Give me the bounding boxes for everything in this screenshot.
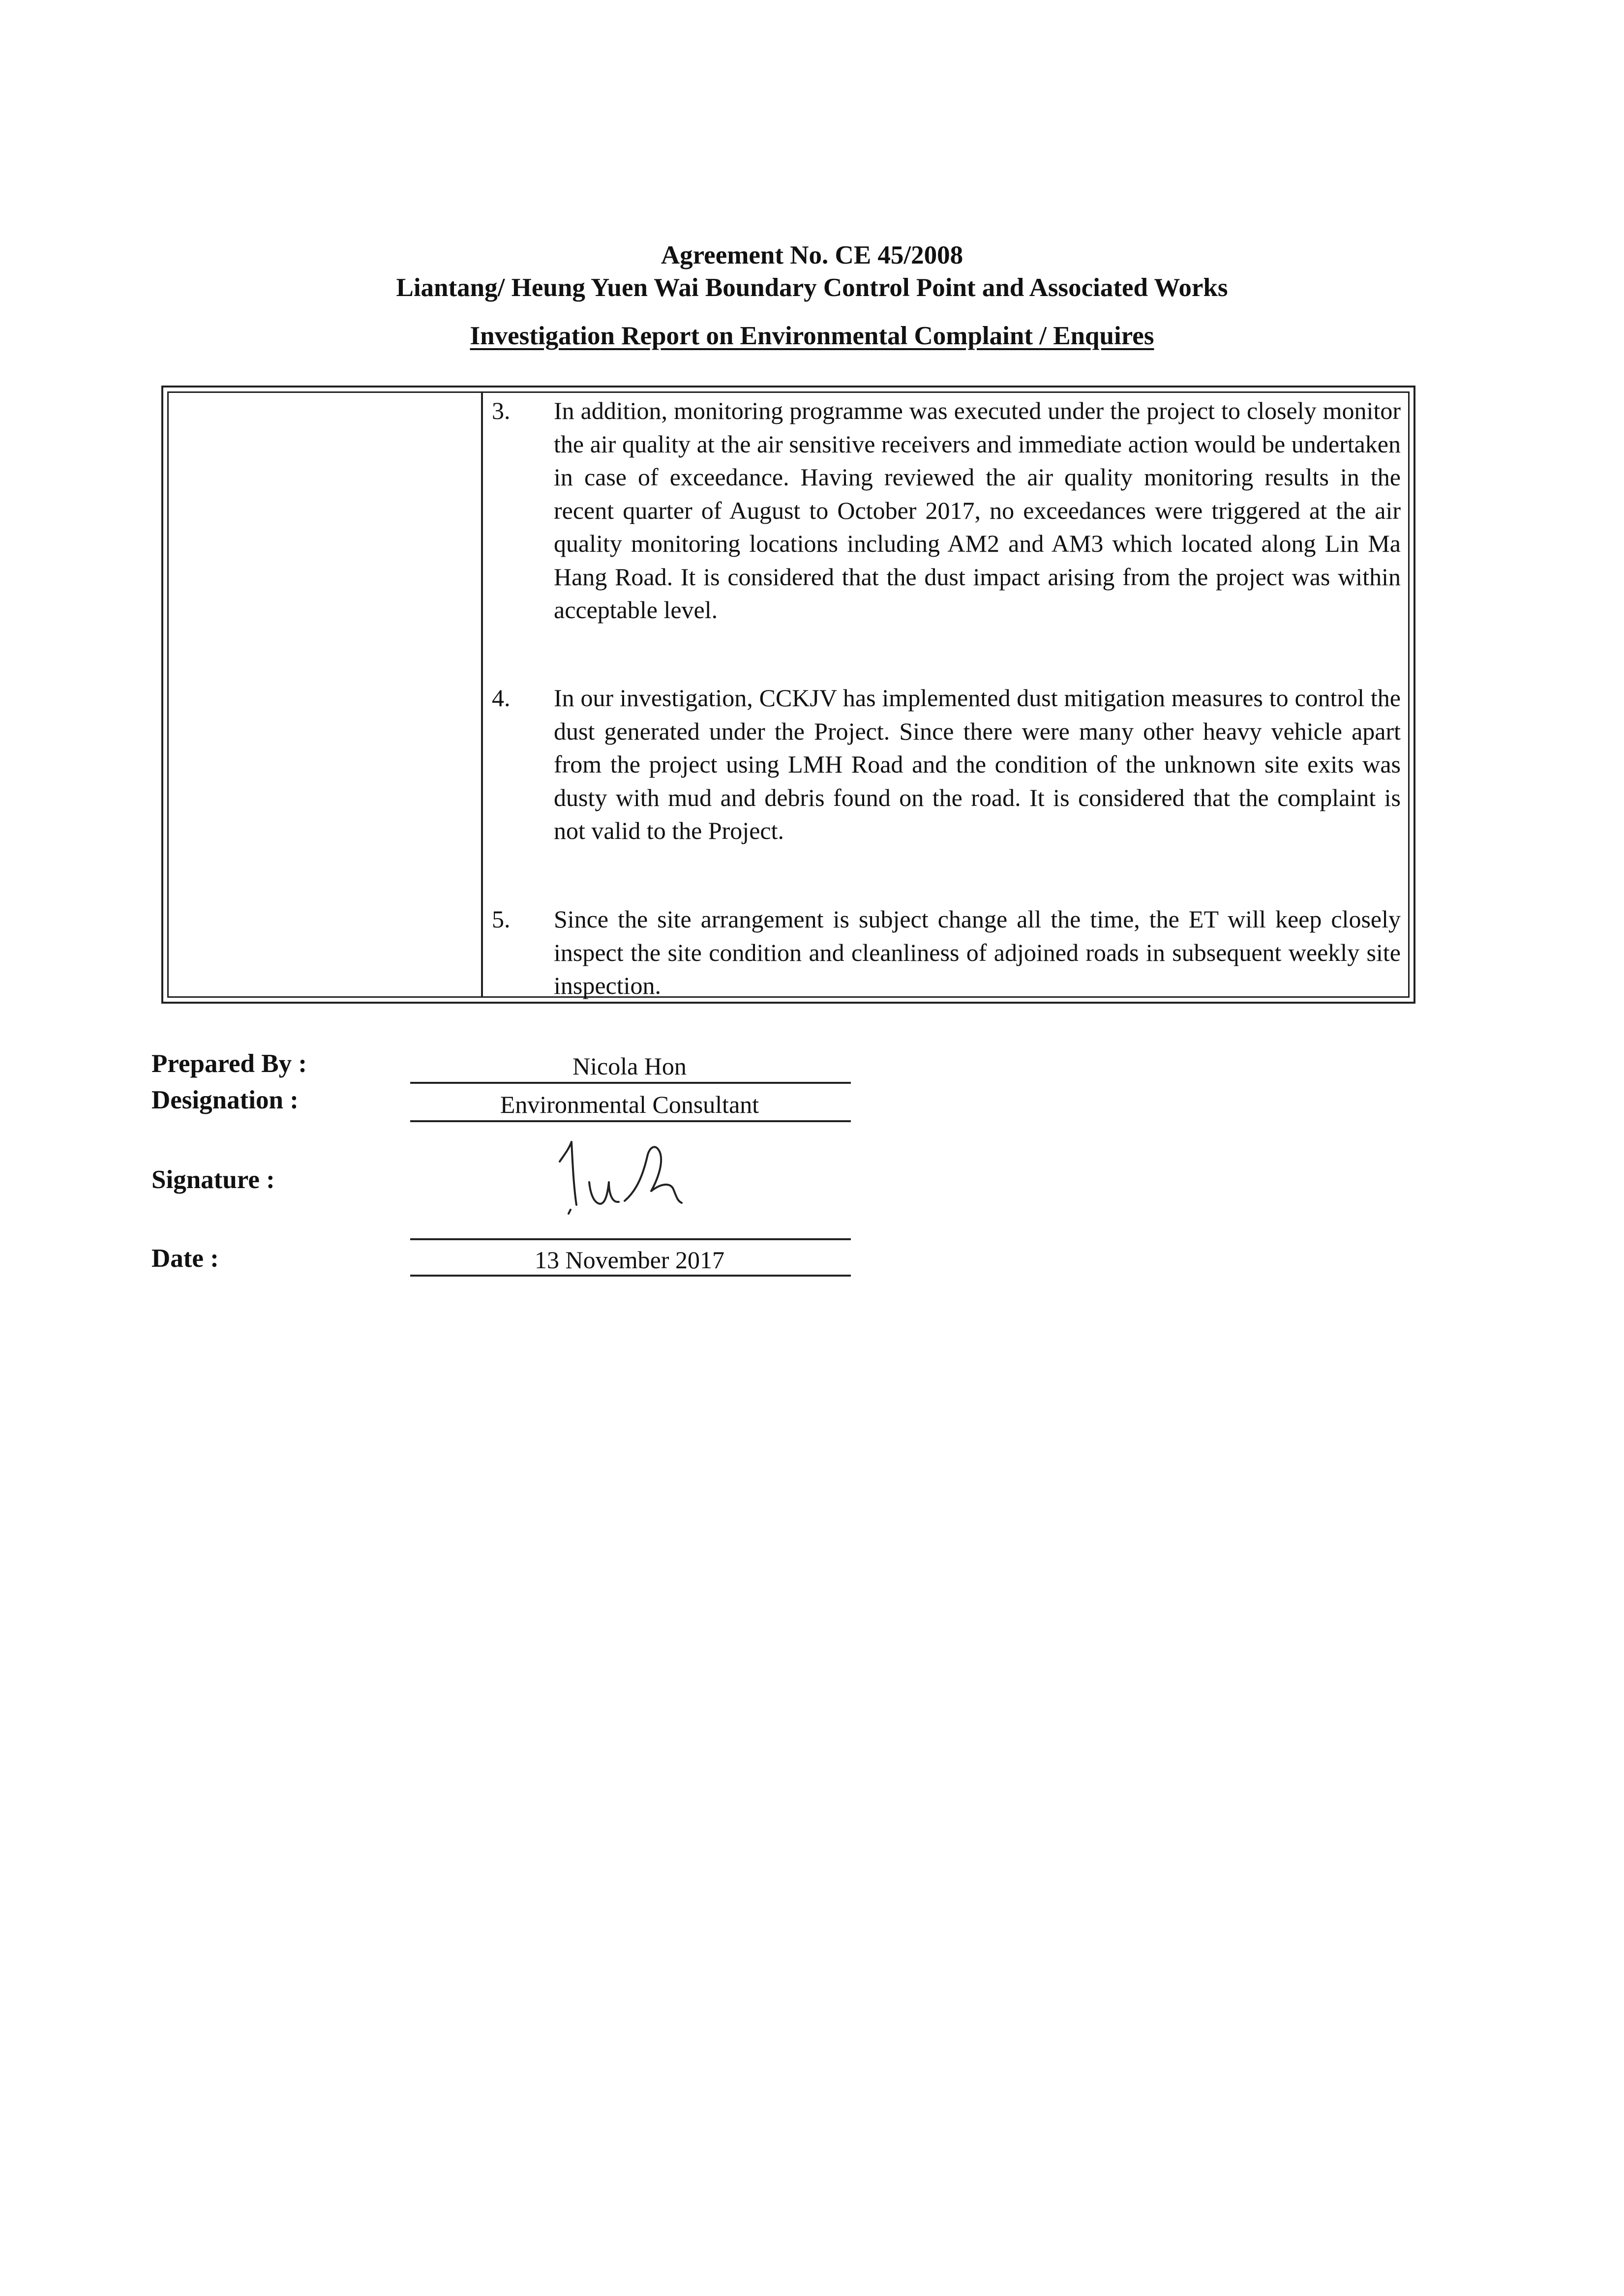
date-underline [410, 1275, 851, 1277]
finding-item-4 [492, 682, 1401, 848]
finding-item-5 [492, 903, 1401, 1003]
investigation-table [161, 386, 1415, 1004]
signature-label: Signature : [151, 1165, 275, 1194]
prepared-by-underline [410, 1082, 851, 1084]
date-label: Date : [151, 1244, 219, 1273]
project-title: Liantang/ Heung Yuen Wai Boundary Control Point and Associated Works [396, 273, 1228, 302]
agreement-number: Agreement No. CE 45/2008 [661, 241, 963, 269]
handwritten-signature [551, 1131, 718, 1229]
designation-value: Environmental Consultant [500, 1091, 759, 1118]
finding-number: 3. [492, 397, 511, 424]
finding-text: Since the site arrangement is subject change all the time, the ET will keep closely inspect the site condition and cleanliness of adjoined roads in subsequent weekly site inspection. [554, 905, 1401, 999]
column-divider [481, 393, 483, 996]
finding-item-3 [492, 394, 1401, 627]
designation-label: Designation : [151, 1086, 299, 1114]
date-value: 13 November 2017 [534, 1246, 725, 1274]
prepared-by-label: Prepared By : [151, 1049, 307, 1078]
prepared-by-value: Nicola Hon [572, 1052, 687, 1080]
report-title-text: Investigation Report on Environmental Complaint / Enquires [470, 322, 1154, 350]
designation-underline [410, 1120, 851, 1122]
finding-number: 4. [492, 684, 511, 712]
report-title [0, 320, 1624, 352]
finding-text: In addition, monitoring programme was executed under the project to closely monitor the air quality at the air sensitive receivers and immediate action would be undertaken in case of exceedance. Having reviewed the air quality monitoring results in the recent quarter of August to October 2017, no exceedances were triggered at the air quality monitoring locations including AM2 and AM3 which located along Lin Ma Hang Road. It is considered that the dust impact arising from the project was within acceptable level. [554, 397, 1401, 624]
finding-text: In our investigation, CCKJV has implemented dust mitigation measures to control the dust generated under the Project. Since there were many other heavy vehicle apart from the project using LMH Road and the condition of the unknown site exits was dusty with mud and debris found on the road. It is considered that the complaint is not valid to the Project. [554, 684, 1401, 844]
finding-number: 5. [492, 905, 511, 933]
signature-underline [410, 1238, 851, 1240]
